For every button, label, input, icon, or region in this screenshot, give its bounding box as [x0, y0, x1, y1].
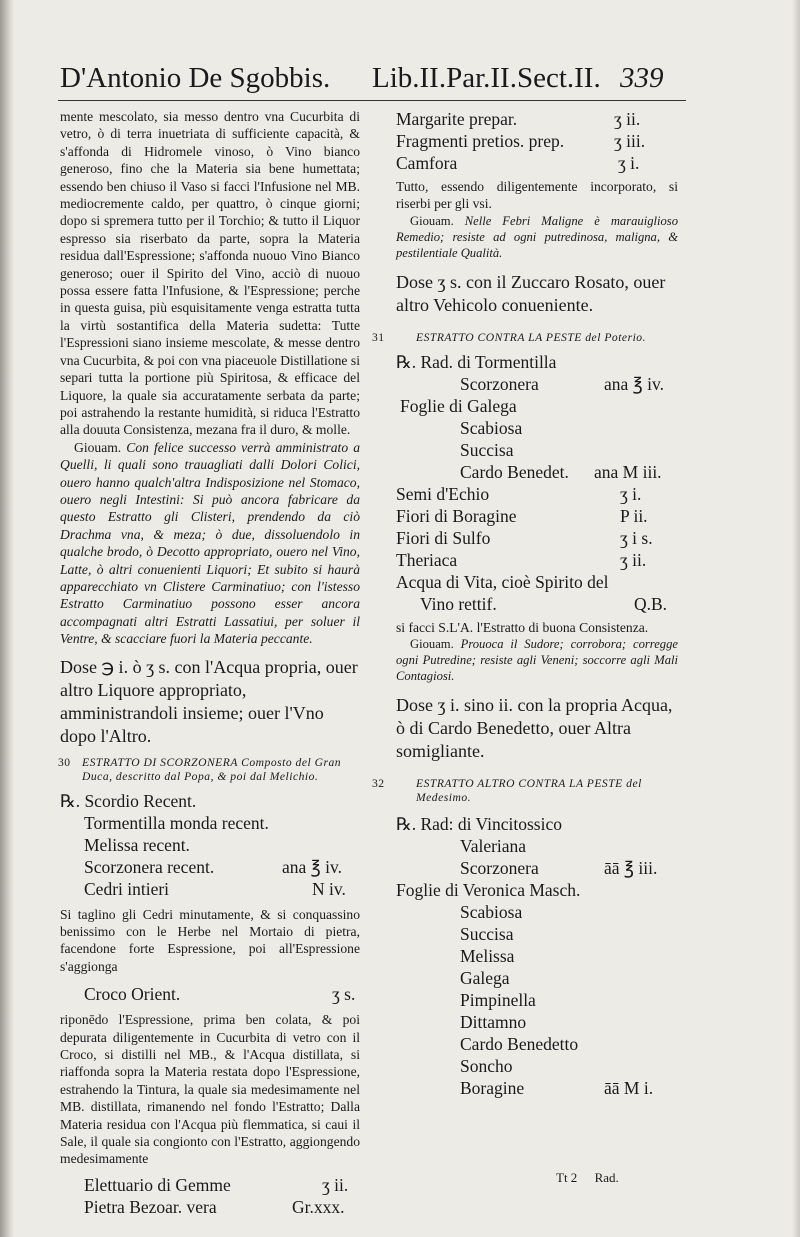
ingredient: Scorzonera	[460, 858, 539, 879]
catchword: Rad.	[594, 1170, 619, 1185]
dose: ʒ ii.	[620, 549, 647, 570]
ingredient: Scabiosa	[460, 417, 523, 438]
ingredient: Scorzonera	[460, 373, 539, 394]
dose: āā M i.	[604, 1078, 654, 1099]
recipe-row	[396, 1077, 678, 1099]
ingredient: Croco Orient.	[84, 984, 181, 1005]
recipe-row	[396, 130, 678, 152]
paragraph-preparation: mente mescolato, sia messo dentro vna Cucurbita di vetro, ò di terra inuetriata di sufficiente capacità, & s'affonda di Hidromele vinoso, ò Vino bianco generoso, fino che la Materia sia bene humettata; essendo ben chiuso il Vaso si facci l'Infusione nel MB. mediocremente caldo, per quattro, ò cinque giorni; dopo si spremera tutto per il Torchio; & tutto il Liquor espresso sia riserbato da parte, sopra la Materia residua dall'Espressione; s'affonda nuouo Vino Bianco generoso; ouer il Spirito del Vino, acciò di nuouo possa essere fatta l'Infusione, & l'Espressione; perche in questa guisa, più esquisitamente venga estratta tutta la virtù sostantifica della Materia sudetta: Tutte l'Espressioni siano insieme mescolate, & messe dentro vna Cucurbita, & poi con vna piaceuole Distillatione si separi tutta la portione più Spiritosa, & efficace del Liquore, la quale sia accuratamente serbata da parte; poi astrahendo la restante humidità, si riduca l'Estratto alla douuta Consistenza, mezana fra il duro, & molle.	[60, 109, 360, 438]
heading-estratto-32	[372, 777, 678, 805]
paragraph-consistenza: si facci S.L'A. l'Estratto di buona Consistenza.	[396, 619, 649, 635]
recipe-row	[60, 1196, 360, 1218]
ingredient: Succisa	[460, 924, 514, 945]
recipe-row	[60, 812, 360, 834]
signature-mark: Tt 2	[556, 1170, 578, 1185]
ingredient: Theriaca	[396, 549, 458, 570]
dose: ana M iii.	[594, 461, 662, 482]
paragraph-incorporato: Tutto, essendo diligentemente incorporato, si riserbi per gli vsi.	[396, 179, 678, 212]
page-binding-edge	[0, 0, 14, 1237]
ingredient: Foglie di Galega	[400, 395, 517, 416]
ingredient: Succisa	[460, 439, 514, 460]
recipe-row	[396, 351, 678, 373]
recipe-row	[396, 439, 678, 461]
recipe-row	[396, 857, 678, 879]
ingredient: Vino rettif.	[420, 593, 497, 614]
dose: ʒ ii.	[322, 1174, 349, 1195]
recipe-row	[396, 108, 678, 130]
ingredient: Cardo Benedet.	[460, 461, 569, 482]
dose: N iv.	[312, 878, 346, 899]
dose: ʒ ii.	[614, 109, 641, 129]
recipe-row	[396, 1011, 678, 1033]
left-column	[60, 108, 360, 1218]
giouam-text: Prouoca il Sudore; corrobora; corregge ogni Putredine; resiste agli Veneni; soccorre agli Mali Contagiosi.	[396, 637, 678, 684]
recipe-row	[396, 571, 678, 593]
recipe-list-31	[396, 351, 678, 615]
ingredient: Elettuario di Gemme	[84, 1174, 231, 1195]
dose: āā ℥ iii.	[604, 858, 658, 879]
ingredient: Fiori di Boragine	[396, 505, 517, 526]
recipe-row	[60, 878, 360, 900]
ingredient: Scorzonera recent.	[84, 856, 215, 877]
header-rule	[58, 100, 686, 101]
recipe-number: 32	[372, 777, 385, 791]
giouamento-paragraph	[396, 213, 678, 261]
dose-paragraph: Dose ℈ i. ò ʒ s. con l'Acqua propria, ouer altro Liquore appropriato, amministrandoli insieme; ouer l'Vno dopo l'Altro.	[60, 656, 358, 746]
paragraph-cedri: Si taglino gli Cedri minutamente, & si conquassino benissimo con le Herbe nel Mortaio di pietra, facendone forte Espressione, poi all'Espressione s'aggionga	[60, 906, 360, 974]
header-section: Lib.II.Par.II.Sect.II.	[372, 62, 601, 94]
recipe-row	[396, 1055, 678, 1077]
recipe-list-30	[60, 790, 360, 900]
dose: Gr.xxx.	[292, 1196, 345, 1217]
recipe-title: ESTRATTO ALTRO CONTRA LA PESTE del Medesimo.	[416, 777, 642, 805]
recipe-row	[396, 593, 678, 615]
page-right-shadow	[792, 0, 800, 1237]
giouam-label: Giouam.	[410, 637, 454, 652]
recipe-row	[60, 856, 360, 878]
page-footer	[556, 1170, 633, 1186]
ingredient: Galega	[460, 968, 510, 989]
recipe-row	[396, 945, 678, 967]
dose: ana ℥ iv.	[282, 856, 342, 877]
dose-paragraph: Dose ʒ i. sino ii. con la propria Acqua, ò di Cardo Benedetto, ouer Altra somigliante.	[396, 695, 673, 762]
giouam-label: Giouam.	[74, 439, 122, 455]
ingredient: Margarite prepar.	[396, 109, 518, 129]
recipe-row	[396, 152, 678, 174]
ingredient: Melissa recent.	[84, 834, 190, 855]
dose: ʒ s.	[332, 984, 356, 1005]
dose: ʒ i.	[618, 153, 640, 173]
recipe-list-top	[396, 108, 678, 174]
recipe-row	[396, 483, 678, 505]
recipe-row	[396, 879, 678, 901]
ingredient: Tormentilla monda recent.	[84, 812, 269, 833]
dose: P ii.	[620, 505, 648, 526]
ingredient: Pietra Bezoar. vera	[84, 1196, 217, 1217]
dose-paragraph: Dose ʒ s. con il Zuccaro Rosato, ouer altro Vehicolo conueniente.	[396, 271, 666, 315]
recipe-row	[396, 461, 678, 483]
ingredient: ℞. Rad: di Vincitossico	[396, 814, 562, 835]
recipe-list-30b	[60, 1174, 360, 1218]
recipe-row	[60, 790, 360, 812]
dose: ana ℥ iv.	[604, 373, 664, 394]
dose: ʒ i s.	[620, 527, 653, 548]
recipe-row	[396, 835, 678, 857]
recipe-row	[396, 527, 678, 549]
recipe-row	[396, 395, 678, 417]
giouam-text: Con felice successo verrà amministrato a Quelli, li quali sono trauagliati dalli Dolori Colici, ouero hanno qualch'altra Indisposizione nel Stomaco, ouero negli Intestini: Si può ancora fabricare da questo Estratto gli Clisteri, prendendo da ciò Drachma vna, & meza; ò due, dissoluendolo in qualche brodo, ò Decotto appropriato, ouero nel Vino, Latte, ò altri conuenienti Liquori; Et subito si haurà apparecchiato vn Clistere Carminatiuo; con l'istesso Estratto Carminatiuo possono esser ancora accompagnati altri Estratti Lassatiui, per soluer il Ventre, & scacciare fuori la Materia peccante.	[60, 439, 360, 647]
paragraph-distillation: riponēdo l'Espressione, prima ben colata, & poi depurata diligentemente in Cucurbita di vetro con il Croco, si distilli nel MB., & l'Acqua distillata, si riaffonda sopra la Materia restata dopo l'Espressione, estrahendo la Tintura, la quale sia medesimamente nel MB. distillata, rimanendo nel fondo l'Estratto; Dalla Materia residua con l'Acqua più flemmatica, si caui il Sale, il quale sia congionto con l'Estratto, aggiongendo medesimamente	[60, 1012, 360, 1167]
ingredient: Fiori di Sulfo	[396, 527, 491, 548]
recipe-row	[396, 813, 678, 835]
recipe-row	[60, 1174, 360, 1196]
recipe-row	[396, 505, 678, 527]
ingredient: Pimpinella	[460, 990, 536, 1011]
ingredient: Scabiosa	[460, 902, 523, 923]
recipe-row	[396, 923, 678, 945]
ingredient: Semi d'Echio	[396, 483, 490, 504]
dose: Q.B.	[634, 593, 668, 614]
recipe-row-croco	[60, 983, 360, 1005]
ingredient: Fragmenti pretios. prep.	[396, 131, 565, 151]
recipe-row	[396, 989, 678, 1011]
recipe-row	[396, 373, 678, 395]
recipe-row	[396, 901, 678, 923]
giouamento-paragraph	[396, 636, 678, 684]
ingredient: ℞. Scordio Recent.	[60, 790, 197, 811]
recipe-row	[60, 834, 360, 856]
page-number: 339	[620, 62, 664, 94]
dose: ʒ iii.	[614, 131, 646, 151]
recipe-number: 31	[372, 330, 385, 344]
recipe-list-32	[396, 813, 678, 1099]
recipe-row	[396, 549, 678, 571]
right-column	[372, 108, 678, 1099]
ingredient: Cardo Benedetto	[460, 1034, 579, 1055]
recipe-title: ESTRATTO DI SCORZONERA Composto del Gran Duca, descritto dal Popa, & poi dal Melichio.	[82, 755, 342, 783]
ingredient: Camfora	[396, 153, 458, 173]
running-header	[60, 62, 690, 102]
ingredient: Melissa	[460, 946, 515, 967]
ingredient: Cedri intieri	[84, 878, 170, 899]
ingredient: Foglie di Veronica Masch.	[396, 880, 581, 901]
giouam-label: Giouam.	[410, 213, 454, 228]
giouam-text: Nelle Febri Maligne è marauiglioso Remedio; resiste ad ogni putredinosa, maligna, & pestilentiale Qualità.	[396, 213, 678, 260]
recipe-number: 30	[58, 755, 71, 769]
recipe-row	[396, 417, 678, 439]
ingredient: Dittamno	[460, 1012, 527, 1033]
ingredient: Soncho	[460, 1056, 513, 1077]
header-author: D'Antonio De Sgobbis.	[60, 62, 331, 94]
dose: ʒ i.	[620, 483, 642, 504]
recipe-row	[396, 1033, 678, 1055]
ingredient: ℞. Rad. di Tormentilla	[396, 351, 557, 372]
heading-estratto-31	[372, 330, 678, 345]
ingredient: Acqua di Vita, cioè Spirito del	[396, 571, 609, 592]
recipe-title: ESTRATTO CONTRA LA PESTE del Poterio.	[416, 330, 647, 344]
heading-estratto-30	[60, 756, 360, 784]
ingredient: Boragine	[460, 1078, 525, 1099]
ingredient: Valeriana	[460, 836, 527, 857]
recipe-row	[396, 967, 678, 989]
giouamento-paragraph	[60, 439, 360, 648]
